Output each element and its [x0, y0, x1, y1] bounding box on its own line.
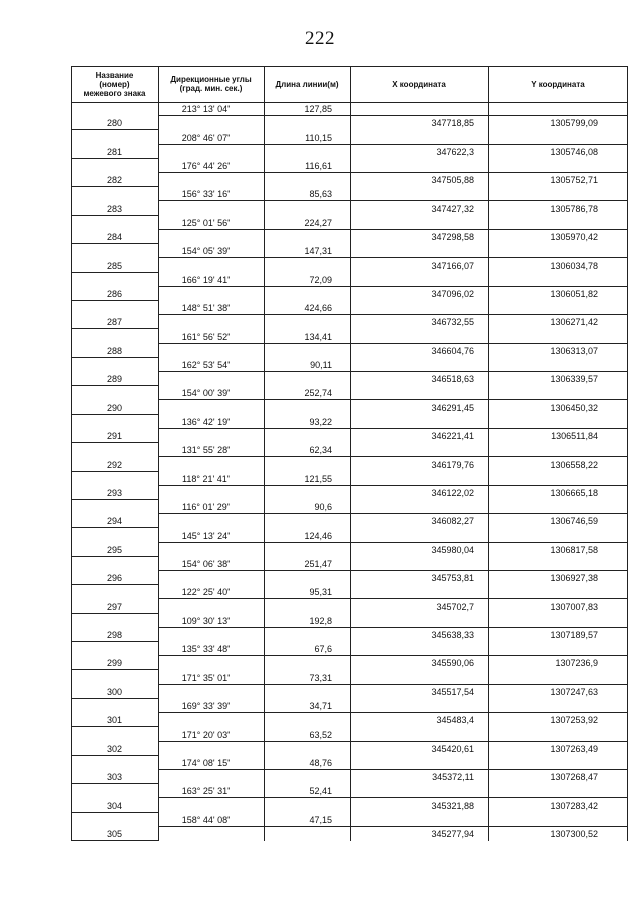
table-cell-y: 1306558,22 [550, 459, 598, 470]
table-cell-angle: 118° 21' 41" [182, 473, 230, 484]
table-cell-angle: 116° 01' 29" [182, 502, 230, 513]
table-cell-y: 1306034,78 [550, 260, 598, 271]
table-cell-angle: 136° 42' 19" [181, 416, 231, 427]
table-cell-length: 224,27 [304, 217, 332, 228]
table-cell-y: 1307253,92 [550, 715, 598, 726]
table-cell-length: 52,41 [309, 786, 332, 797]
table-cell-length: 124,46 [304, 530, 332, 541]
table-cell-angle: 208° 46' 07" [181, 132, 231, 143]
table-cell-length: 90,6 [314, 502, 332, 513]
table-cell-length: 121,55 [304, 473, 332, 484]
table-cell-angle: 145° 13' 24" [181, 530, 231, 541]
table-cell-name: 283 [106, 203, 123, 214]
table-cell-name: 290 [106, 402, 123, 413]
table-cell-length: 93,22 [309, 416, 332, 427]
table-cell-y: 1305799,09 [550, 118, 598, 129]
table-cell-y: 1306746,59 [550, 516, 598, 527]
header-rule [71, 102, 628, 103]
table-cell-y: 1306665,18 [550, 487, 598, 498]
column-rule [627, 66, 628, 841]
table-cell-angle: 122° 25' 40" [181, 587, 231, 598]
table-cell-y: 1305970,42 [550, 232, 598, 243]
table-cell-x: 346122,02 [431, 487, 474, 498]
header-length: Длина линии(м) [275, 79, 339, 89]
table-cell-y: 1307247,63 [550, 686, 598, 697]
table-cell-y: 1305746,08 [550, 146, 598, 157]
table-cell-name: 301 [106, 715, 123, 726]
table-cell-angle: 174° 08' 15" [181, 757, 231, 768]
table-cell-y: 1306450,32 [550, 402, 598, 413]
table-cell-y: 1306271,42 [550, 317, 598, 328]
table-cell-x: 345517,54 [431, 686, 474, 697]
table-cell-y: 1306927,38 [550, 573, 598, 584]
table-cell-y: 1306313,07 [550, 345, 598, 356]
table-cell-name: 282 [106, 175, 123, 186]
table-cell-name: 285 [106, 260, 123, 271]
table-cell-name: 295 [106, 544, 123, 555]
table-cell-length: 48,76 [309, 757, 332, 768]
table-cell-angle: 162° 53' 54" [181, 360, 231, 371]
table-cell-angle: 169° 33' 39" [181, 701, 231, 712]
table-cell-y: 1307263,49 [550, 743, 598, 754]
table-cell-name: 294 [106, 516, 123, 527]
table-cell-x: 347427,32 [431, 203, 474, 214]
table-cell-name: 284 [106, 232, 123, 243]
table-cell-angle: 213° 13' 04" [181, 104, 231, 115]
table-cell-name: 299 [106, 658, 123, 669]
table-cell-x: 346082,27 [431, 516, 474, 527]
table-cell-name: 297 [106, 601, 123, 612]
table-cell-y: 1306051,82 [550, 288, 598, 299]
table-cell-y: 1307236,9 [555, 658, 598, 669]
table-cell-length: 192,8 [309, 615, 332, 626]
header-x: X координата [392, 79, 446, 89]
table-cell-angle: 176° 44' 26" [181, 161, 231, 172]
table-cell-y: 1307268,47 [550, 772, 598, 783]
table-cell-angle: 171° 20' 03" [181, 729, 231, 740]
table-cell-name: 291 [106, 431, 123, 442]
table-cell-length: 90,11 [310, 360, 332, 371]
table-cell-x: 346179,76 [431, 459, 474, 470]
table-cell-x: 346604,76 [431, 345, 474, 356]
table-cell-x: 345753,81 [431, 573, 474, 584]
table-cell-length: 63,52 [309, 729, 332, 740]
header-rule [71, 66, 628, 67]
table-cell-x: 346291,45 [431, 402, 474, 413]
table-cell-x: 345420,61 [431, 743, 474, 754]
table-cell-y: 1307007,83 [550, 601, 598, 612]
table-cell-name: 302 [106, 743, 123, 754]
table-cell-length: 147,31 [304, 246, 332, 257]
table-cell-x: 347298,58 [431, 232, 474, 243]
table-cell-y: 1307283,42 [550, 800, 598, 811]
table-cell-name: 293 [106, 487, 123, 498]
table-cell-x: 346732,55 [431, 317, 474, 328]
table-cell-name: 289 [106, 374, 123, 385]
table-cell-name: 280 [106, 118, 123, 129]
table-cell-length: 424,66 [304, 303, 332, 314]
table-cell-angle: 154° 05' 39" [181, 246, 231, 257]
header-angle: Дирекционные углы (град. мин. сек.) [170, 75, 252, 93]
table-cell-angle: 125° 01' 56" [181, 217, 231, 228]
table-cell-y: 1306817,58 [550, 544, 598, 555]
table-cell-x: 346518,63 [431, 374, 474, 385]
table-cell-name: 286 [106, 288, 123, 299]
table-cell-name: 281 [106, 146, 123, 157]
table-cell-y: 1305752,71 [550, 175, 598, 186]
table-cell-x: 347718,85 [431, 118, 474, 129]
table-cell-name: 288 [106, 345, 123, 356]
table-cell-y: 1307189,57 [550, 630, 598, 641]
table-cell-angle: 109° 30' 13" [181, 615, 231, 626]
table-cell-x: 347505,88 [431, 175, 474, 186]
table-cell-name: 287 [106, 317, 123, 328]
table-cell-length: 251,47 [304, 558, 332, 569]
table-cell-x: 345980,04 [431, 544, 474, 555]
table-cell-length: 62,34 [309, 445, 332, 456]
table-cell-x: 347166,07 [431, 260, 474, 271]
table-cell-x: 345483,4 [436, 715, 474, 726]
table-cell-length: 67,6 [314, 644, 332, 655]
header-y: Y координата [531, 79, 585, 89]
table-cell-name: 305 [106, 829, 123, 839]
table-cell-name: 296 [106, 573, 123, 584]
table-cell-x: 345702,7 [436, 601, 474, 612]
table-cell-y: 1306511,84 [551, 431, 598, 442]
table-cell-length: 34,71 [309, 701, 332, 712]
table-cell-length: 47,15 [309, 814, 332, 825]
table-cell-angle: 135° 33' 48" [181, 644, 231, 655]
table-cell-x: 347096,02 [431, 288, 474, 299]
table-cell-angle: 163° 25' 31" [181, 786, 231, 797]
table-cell-name: 298 [106, 630, 123, 641]
table-cell-length: 73,31 [309, 672, 332, 683]
table-cell-length: 252,74 [304, 388, 332, 399]
header-name: Название (номер) межевого знака [83, 70, 146, 98]
table-cell-x: 345277,94 [431, 829, 474, 839]
table-cell-angle: 156° 33' 16" [181, 189, 231, 200]
table-cell-angle: 161° 56' 52" [181, 331, 231, 342]
table-cell-y: 1305786,78 [550, 203, 598, 214]
table-cell-length: 134,41 [304, 331, 332, 342]
table-cell-x: 345590,06 [431, 658, 474, 669]
table-cell-x: 345638,33 [431, 630, 474, 641]
table-cell-angle: 171° 35' 01" [181, 672, 231, 683]
table-cell-length: 116,61 [305, 161, 332, 172]
table-cell-angle: 166° 19' 41" [181, 274, 231, 285]
table-cell-angle: 131° 55' 28" [181, 445, 231, 456]
table-cell-length: 85,63 [309, 189, 332, 200]
coordinates-table [71, 66, 628, 841]
table-cell-length: 110,15 [305, 132, 332, 143]
table-cell-length: 95,31 [309, 587, 332, 598]
table-cell-x: 347622,3 [436, 146, 474, 157]
table-cell-name: 303 [106, 772, 123, 783]
table-cell-angle: 154° 06' 38" [181, 558, 231, 569]
table-cell-x: 345372,11 [432, 772, 474, 783]
table-cell-name: 292 [106, 459, 123, 470]
table-cell-angle: 148° 51' 38" [181, 303, 231, 314]
table-cell-length: 127,85 [304, 104, 332, 115]
table-cell-y: 1307300,52 [550, 829, 598, 839]
table-cell-x: 346221,41 [431, 431, 474, 442]
page-number: 222 [305, 28, 335, 49]
table-cell-x: 345321,88 [431, 800, 474, 811]
table-cell-angle: 158° 44' 08" [181, 814, 231, 825]
table-cell-angle: 154° 00' 39" [181, 388, 231, 399]
table-cell-name: 300 [106, 686, 123, 697]
table-cell-y: 1306339,57 [550, 374, 598, 385]
table-cell-length: 72,09 [309, 274, 332, 285]
table-cell-name: 304 [106, 800, 123, 811]
